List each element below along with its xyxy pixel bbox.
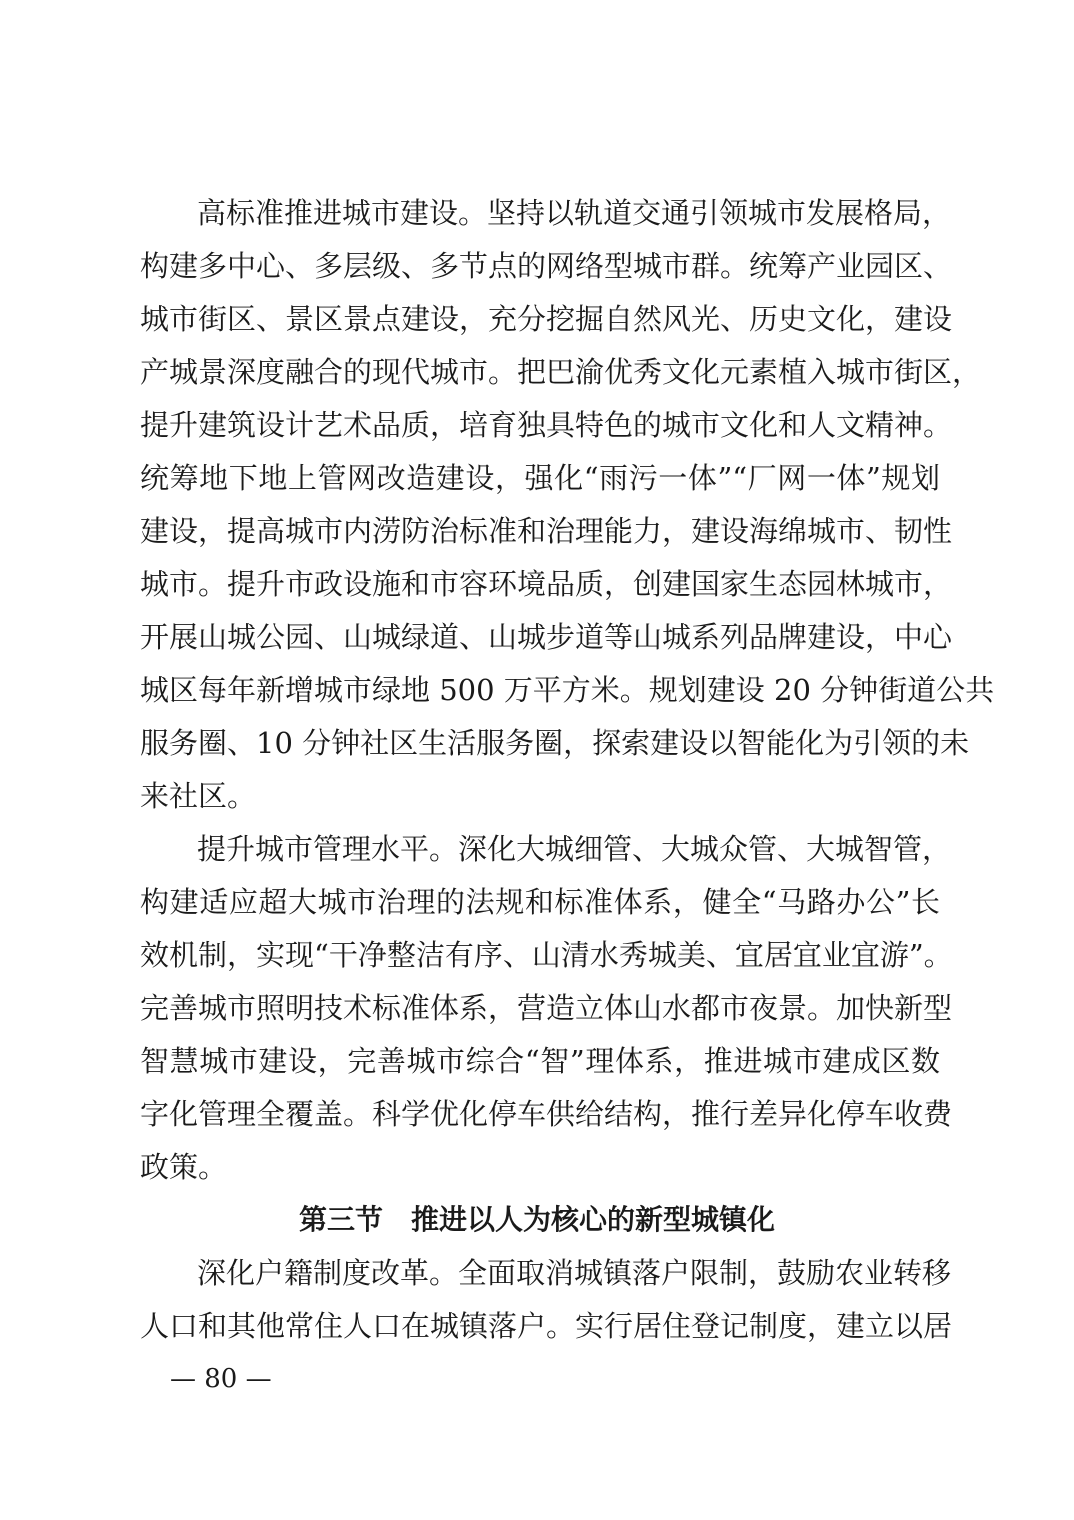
paragraph-line: 统筹地下地上管网改造建设，强化“雨污一体”“厂网一体”规划 (140, 461, 940, 495)
paragraph-line: 提升城市管理水平。深化大城细管、大城众管、大城智管， (197, 832, 952, 866)
paragraph-line: 构建适应超大城市治理的法规和标准体系，健全“马路办公”长 (140, 885, 940, 919)
paragraph-line: 构建多中心、多层级、多节点的网络型城市群。统筹产业园区、 (140, 249, 953, 283)
paragraph-line: 产城景深度融合的现代城市。把巴渝优秀文化元素植入城市街区， (140, 355, 982, 389)
paragraph-line: 高标准推进城市建设。坚持以轨道交通引领城市发展格局， (197, 196, 952, 230)
page-number: — 80 — (170, 1364, 272, 1394)
paragraph-line: 提升建筑设计艺术品质，培育独具特色的城市文化和人文精神。 (140, 408, 953, 442)
paragraph-line: 城区每年新增城市绿地 500 万平方米。规划建设 20 分钟街道公共 (140, 673, 995, 707)
paragraph-line: 城市。提升市政设施和市容环境品质，创建国家生态园林城市， (140, 567, 953, 601)
paragraph-line: 服务圈、10 分钟社区生活服务圈，探索建设以智能化为引领的未 (140, 726, 970, 760)
paragraph-line: 效机制，实现“干净整洁有序、山清水秀城美、宜居宜业宜游”。 (140, 938, 953, 972)
paragraph-line: 字化管理全覆盖。科学优化停车供给结构，推行差异化停车收费 (140, 1097, 953, 1131)
paragraph-line: 开展山城公园、山城绿道、山城步道等山城系列品牌建设，中心 (140, 620, 953, 654)
paragraph-line: 智慧城市建设，完善城市综合“智”理体系，推进城市建成区数 (140, 1044, 940, 1078)
paragraph-line: 城市街区、景区景点建设，充分挖掘自然风光、历史文化，建设 (140, 302, 953, 336)
paragraph-line: 政策。 (140, 1150, 228, 1184)
paragraph-line: 深化户籍制度改革。全面取消城镇落户限制，鼓励农业转移 (197, 1256, 952, 1290)
paragraph-line: 完善城市照明技术标准体系，营造立体山水都市夜景。加快新型 (140, 991, 953, 1025)
paragraph-line: 人口和其他常住人口在城镇落户。实行居住登记制度，建立以居 (140, 1309, 953, 1343)
paragraph-line: 建设，提高城市内涝防治标准和治理能力，建设海绵城市、韧性 (140, 514, 953, 548)
paragraph-line: 来社区。 (140, 779, 257, 813)
section-heading: 第三节 推进以人为核心的新型城镇化 (298, 1203, 775, 1236)
